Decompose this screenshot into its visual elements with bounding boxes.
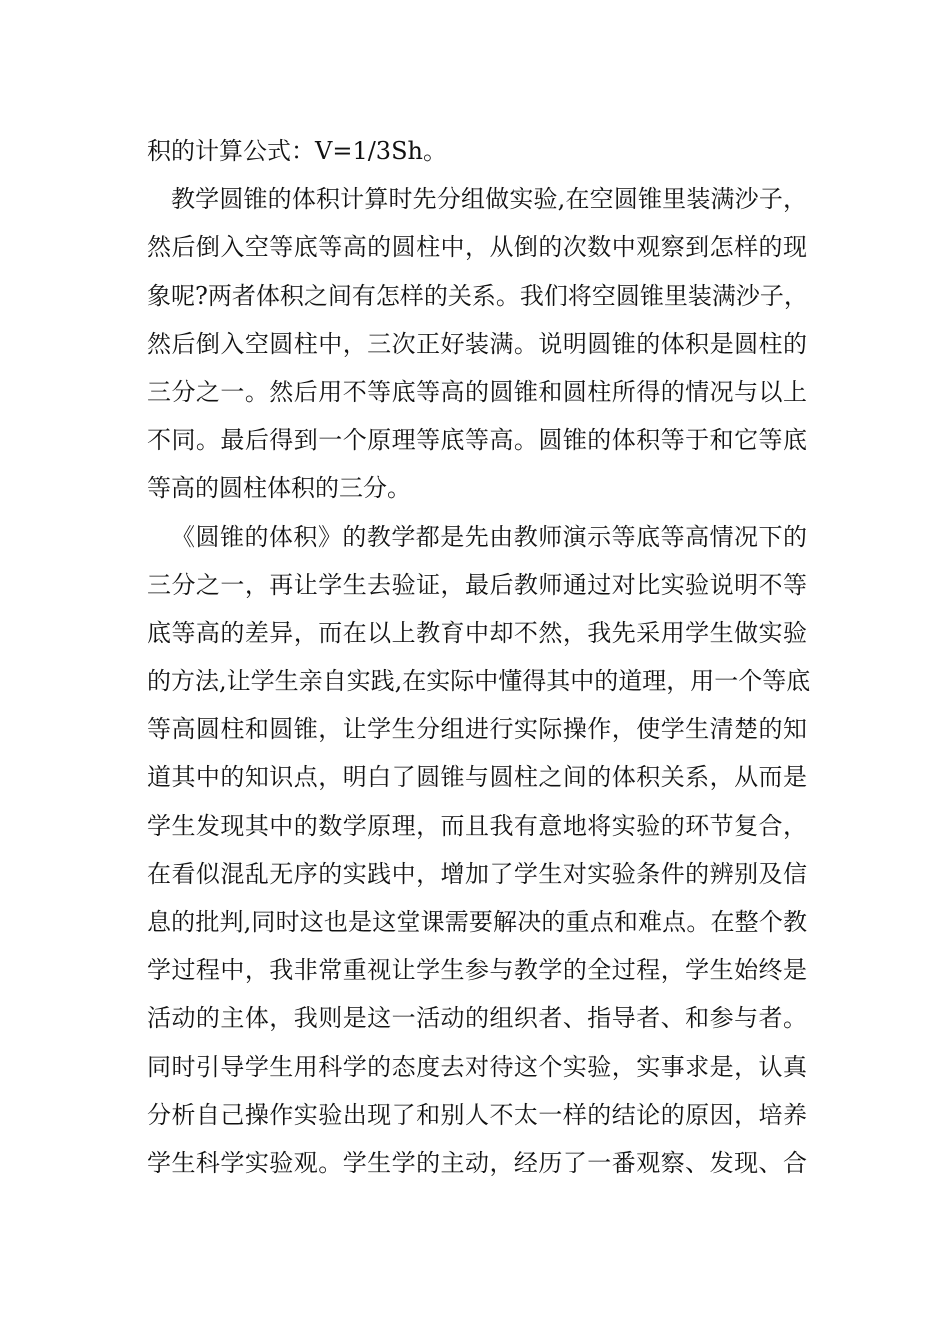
- text-line: 教学圆锥的体积计算时先分组做实验,在空圆锥里装满沙子，: [171, 185, 807, 214]
- text-line: 《圆锥的体积》的教学都是先由教师演示等底等高情况下的: [171, 522, 807, 551]
- text-line: 等高的圆柱体积的三分。: [147, 474, 411, 503]
- document-body: [147, 127, 811, 1187]
- text-line: 学生科学实验观。学生学的主动，经历了一番观察、发现、合: [147, 1148, 807, 1177]
- text-line: 分析自己操作实验出现了和别人不太一样的结论的原因，培养: [147, 1100, 807, 1129]
- text-line: 道其中的知识点，明白了圆锥与圆柱之间的体积关系，从而是: [147, 763, 807, 792]
- text-line: 然后倒入空等底等高的圆柱中，从倒的次数中观察到怎样的现: [147, 233, 807, 262]
- text-line: 的方法,让学生亲自实践,在实际中懂得其中的道理，用一个等底: [147, 667, 811, 696]
- text-line: 象呢?两者体积之间有怎样的关系。我们将空圆锥里装满沙子，: [147, 281, 808, 310]
- text-line: 等高圆柱和圆锥，让学生分组进行实际操作，使学生清楚的知: [147, 715, 807, 744]
- text-line: 三分之一，再让学生去验证，最后教师通过对比实验说明不等: [147, 570, 807, 599]
- text-line: 学生发现其中的数学原理，而且我有意地将实验的环节复合，: [147, 811, 807, 840]
- text-line: 在看似混乱无序的实践中，增加了学生对实验条件的辨别及信: [147, 859, 807, 888]
- text-line: 不同。最后得到一个原理等底等高。圆锥的体积等于和它等底: [147, 426, 807, 455]
- text-line: 然后倒入空圆柱中，三次正好装满。说明圆锥的体积是圆柱的: [147, 329, 807, 358]
- text-line: 息的批判,同时这也是这堂课需要解决的重点和难点。在整个教: [147, 908, 807, 936]
- text-line: 底等高的差异，而在以上教育中却不然，我先采用学生做实验: [147, 618, 807, 647]
- text-line: 活动的主体，我则是这一活动的组织者、指导者、和参与者。: [147, 1004, 807, 1033]
- text-line: 三分之一。然后用不等底等高的圆锥和圆柱所得的情况与以上: [147, 377, 807, 406]
- text-line: 积的计算公式：V=1/3Sh。: [147, 137, 447, 165]
- text-line: 同时引导学生用科学的态度去对待这个实验，实事求是，认真: [147, 1052, 807, 1081]
- text-line: 学过程中，我非常重视让学生参与教学的全过程，学生始终是: [147, 956, 807, 985]
